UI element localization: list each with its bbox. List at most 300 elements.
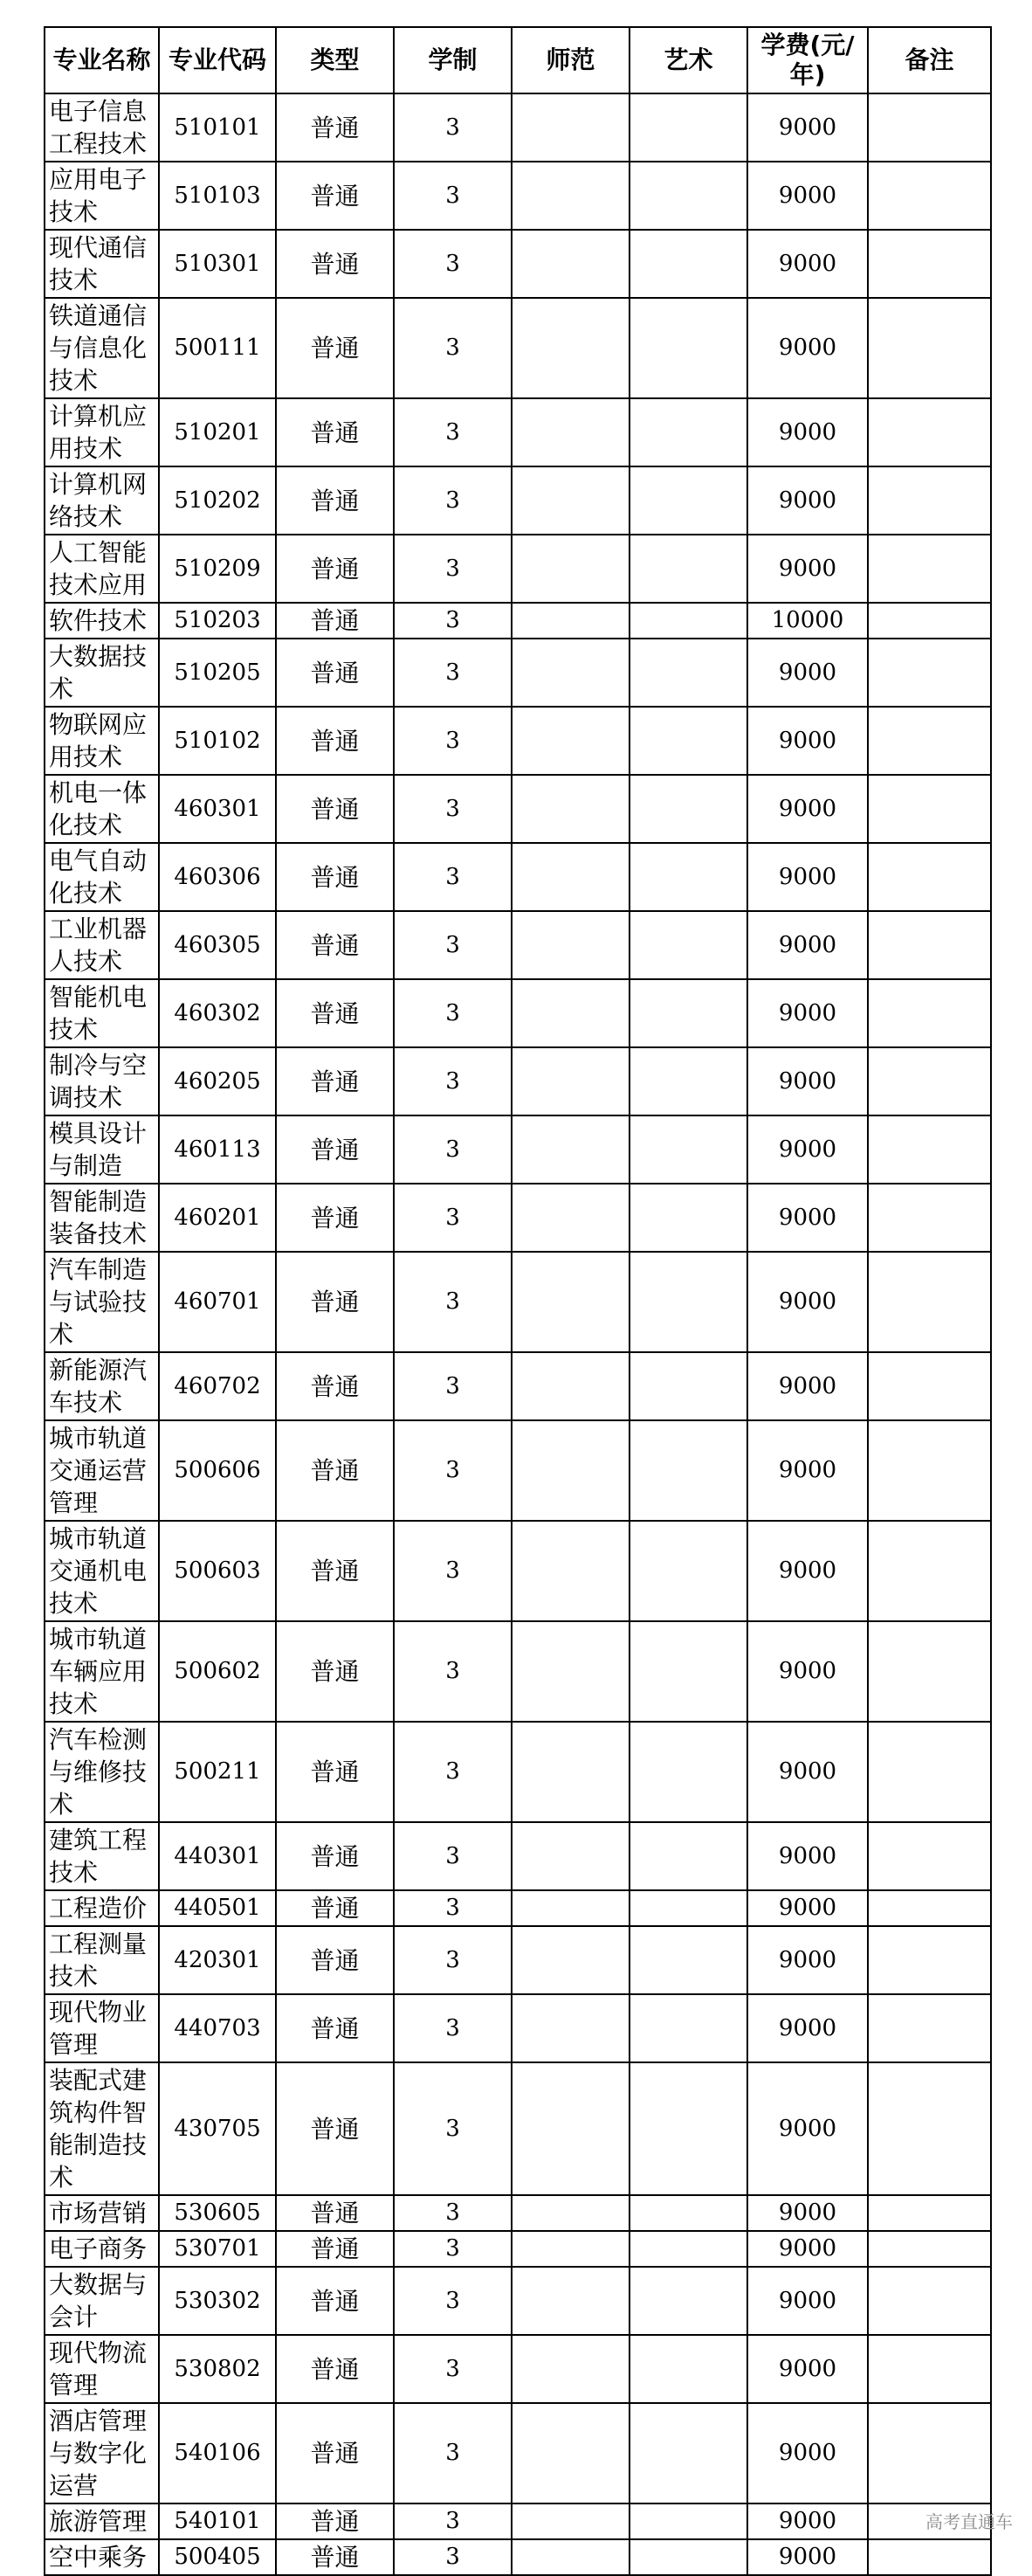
cell-type: 普通: [276, 1521, 394, 1621]
cell-major-code: 500602: [159, 1621, 276, 1722]
cell-major-code: 540106: [159, 2403, 276, 2503]
cell-major-code: 460306: [159, 843, 276, 911]
cell-tuition: 9000: [747, 2335, 868, 2403]
cell-tuition: 9000: [747, 707, 868, 775]
cell-remarks: [868, 162, 991, 230]
cell-tuition: 9000: [747, 93, 868, 162]
cell-normal: [512, 2267, 630, 2335]
cell-major-code: 460305: [159, 911, 276, 979]
cell-duration: 3: [394, 1722, 512, 1822]
cell-tuition: 9000: [747, 1890, 868, 1926]
cell-major-name: 城市轨道交通运营管理: [45, 1420, 159, 1521]
cell-type: 普通: [276, 2503, 394, 2539]
cell-major-name: 计算机应用技术: [45, 398, 159, 466]
cell-major-code: 510101: [159, 93, 276, 162]
cell-art: [630, 1420, 747, 1521]
col-header-major-code: 专业代码: [159, 27, 276, 93]
cell-art: [630, 911, 747, 979]
cell-normal: [512, 1352, 630, 1420]
cell-remarks: [868, 707, 991, 775]
cell-remarks: [868, 1047, 991, 1115]
cell-type: 普通: [276, 535, 394, 603]
table-row: [45, 1521, 991, 1621]
cell-remarks: [868, 603, 991, 639]
cell-normal: [512, 1822, 630, 1890]
table-row: [45, 1822, 991, 1890]
table-row: [45, 603, 991, 639]
cell-remarks: [868, 2335, 991, 2403]
cell-duration: 3: [394, 2062, 512, 2195]
cell-type: 普通: [276, 2403, 394, 2503]
cell-major-code: 500111: [159, 298, 276, 398]
col-header-art: 艺术: [630, 27, 747, 93]
cell-major-name: 城市轨道车辆应用技术: [45, 1621, 159, 1722]
col-header-type: 类型: [276, 27, 394, 93]
cell-duration: 3: [394, 398, 512, 466]
cell-normal: [512, 466, 630, 535]
table-row: [45, 2231, 991, 2267]
cell-remarks: [868, 2403, 991, 2503]
cell-type: 普通: [276, 639, 394, 707]
cell-tuition: 9000: [747, 911, 868, 979]
cell-art: [630, 775, 747, 843]
cell-major-code: 460701: [159, 1252, 276, 1352]
cell-normal: [512, 162, 630, 230]
cell-tuition: 9000: [747, 2195, 868, 2231]
cell-normal: [512, 1521, 630, 1621]
cell-art: [630, 162, 747, 230]
cell-major-code: 440301: [159, 1822, 276, 1890]
cell-major-name: 大数据技术: [45, 639, 159, 707]
cell-tuition: 9000: [747, 2403, 868, 2503]
cell-remarks: [868, 1352, 991, 1420]
cell-art: [630, 979, 747, 1047]
table-row: [45, 1994, 991, 2062]
table-row: [45, 1047, 991, 1115]
cell-major-code: 460302: [159, 979, 276, 1047]
cell-type: 普通: [276, 230, 394, 298]
cell-normal: [512, 2539, 630, 2575]
cell-major-name: 电子信息工程技术: [45, 93, 159, 162]
cell-tuition: 9000: [747, 1352, 868, 1420]
cell-type: 普通: [276, 162, 394, 230]
cell-major-code: 510203: [159, 603, 276, 639]
cell-art: [630, 2539, 747, 2575]
cell-duration: 3: [394, 639, 512, 707]
cell-art: [630, 1252, 747, 1352]
cell-art: [630, 1047, 747, 1115]
cell-duration: 3: [394, 707, 512, 775]
cell-tuition: 9000: [747, 1420, 868, 1521]
cell-normal: [512, 1621, 630, 1722]
cell-major-code: 510201: [159, 398, 276, 466]
cell-art: [630, 398, 747, 466]
cell-duration: 3: [394, 1420, 512, 1521]
cell-duration: 3: [394, 535, 512, 603]
cell-normal: [512, 979, 630, 1047]
cell-tuition: 9000: [747, 2267, 868, 2335]
cell-tuition: 9000: [747, 1722, 868, 1822]
cell-major-code: 510202: [159, 466, 276, 535]
cell-remarks: [868, 2195, 991, 2231]
cell-art: [630, 466, 747, 535]
cell-major-code: 500606: [159, 1420, 276, 1521]
cell-tuition: 9000: [747, 1184, 868, 1252]
cell-normal: [512, 1252, 630, 1352]
cell-type: 普通: [276, 93, 394, 162]
cell-normal: [512, 2403, 630, 2503]
cell-art: [630, 2403, 747, 2503]
cell-remarks: [868, 535, 991, 603]
cell-major-name: 智能机电技术: [45, 979, 159, 1047]
cell-major-name: 汽车制造与试验技术: [45, 1252, 159, 1352]
table-row: [45, 707, 991, 775]
cell-type: 普通: [276, 298, 394, 398]
col-header-remarks: 备注: [868, 27, 991, 93]
cell-major-name: 制冷与空调技术: [45, 1047, 159, 1115]
cell-major-code: 430705: [159, 2062, 276, 2195]
cell-tuition: 9000: [747, 1621, 868, 1722]
cell-remarks: [868, 911, 991, 979]
cell-tuition: 9000: [747, 1252, 868, 1352]
cell-art: [630, 1184, 747, 1252]
cell-type: 普通: [276, 2539, 394, 2575]
cell-art: [630, 1521, 747, 1621]
cell-duration: 3: [394, 1994, 512, 2062]
cell-normal: [512, 1184, 630, 1252]
cell-major-name: 物联网应用技术: [45, 707, 159, 775]
cell-tuition: 9000: [747, 298, 868, 398]
cell-normal: [512, 639, 630, 707]
cell-duration: 3: [394, 1926, 512, 1994]
cell-duration: 3: [394, 2503, 512, 2539]
cell-duration: 3: [394, 2231, 512, 2267]
cell-tuition: 9000: [747, 535, 868, 603]
cell-remarks: [868, 1115, 991, 1184]
cell-major-name: 现代通信技术: [45, 230, 159, 298]
cell-major-name: 应用电子技术: [45, 162, 159, 230]
cell-major-code: 420301: [159, 1926, 276, 1994]
col-header-duration: 学制: [394, 27, 512, 93]
cell-tuition: 9000: [747, 979, 868, 1047]
cell-major-code: 440703: [159, 1994, 276, 2062]
cell-major-name: 模具设计与制造: [45, 1115, 159, 1184]
cell-major-name: 城市轨道交通机电技术: [45, 1521, 159, 1621]
cell-normal: [512, 1722, 630, 1822]
cell-major-code: 500603: [159, 1521, 276, 1621]
cell-tuition: 9000: [747, 2539, 868, 2575]
cell-duration: 3: [394, 1115, 512, 1184]
cell-duration: 3: [394, 1621, 512, 1722]
table-body: [45, 93, 991, 2575]
table-row: [45, 1115, 991, 1184]
cell-tuition: 9000: [747, 1521, 868, 1621]
cell-major-name: 现代物流管理: [45, 2335, 159, 2403]
cell-duration: 3: [394, 1822, 512, 1890]
cell-duration: 3: [394, 2267, 512, 2335]
cell-major-name: 电子商务: [45, 2231, 159, 2267]
cell-major-code: 510209: [159, 535, 276, 603]
cell-major-name: 酒店管理与数字化运营: [45, 2403, 159, 2503]
cell-tuition: 9000: [747, 1994, 868, 2062]
cell-art: [630, 843, 747, 911]
cell-duration: 3: [394, 1184, 512, 1252]
cell-tuition: 9000: [747, 398, 868, 466]
table-row: [45, 2335, 991, 2403]
watermark: 高考直通车: [925, 2511, 1013, 2532]
cell-major-name: 工程造价: [45, 1890, 159, 1926]
cell-remarks: [868, 1994, 991, 2062]
cell-remarks: [868, 298, 991, 398]
cell-remarks: [868, 398, 991, 466]
cell-type: 普通: [276, 2231, 394, 2267]
cell-normal: [512, 2062, 630, 2195]
header-row: [45, 27, 991, 93]
cell-remarks: [868, 2539, 991, 2575]
table-row: [45, 1352, 991, 1420]
table-row: [45, 1420, 991, 1521]
table-row: [45, 639, 991, 707]
cell-art: [630, 1352, 747, 1420]
cell-normal: [512, 2335, 630, 2403]
cell-major-code: 460702: [159, 1352, 276, 1420]
cell-type: 普通: [276, 1994, 394, 2062]
cell-type: 普通: [276, 1184, 394, 1252]
cell-type: 普通: [276, 707, 394, 775]
cell-major-name: 旅游管理: [45, 2503, 159, 2539]
cell-type: 普通: [276, 775, 394, 843]
cell-tuition: 9000: [747, 2503, 868, 2539]
table-row: [45, 1926, 991, 1994]
cell-normal: [512, 398, 630, 466]
col-header-major-name: 专业名称: [45, 27, 159, 93]
cell-major-name: 市场营销: [45, 2195, 159, 2231]
cell-tuition: 9000: [747, 162, 868, 230]
cell-duration: 3: [394, 1047, 512, 1115]
cell-tuition: 9000: [747, 2062, 868, 2195]
tuition-table: [44, 26, 992, 2576]
cell-type: 普通: [276, 1822, 394, 1890]
cell-tuition: 9000: [747, 230, 868, 298]
cell-type: 普通: [276, 1420, 394, 1521]
cell-art: [630, 298, 747, 398]
cell-remarks: [868, 2267, 991, 2335]
table-row: [45, 2539, 991, 2575]
cell-type: 普通: [276, 466, 394, 535]
cell-type: 普通: [276, 843, 394, 911]
table-row: [45, 843, 991, 911]
cell-normal: [512, 1420, 630, 1521]
cell-type: 普通: [276, 1890, 394, 1926]
cell-remarks: [868, 1822, 991, 1890]
cell-duration: 3: [394, 230, 512, 298]
cell-normal: [512, 843, 630, 911]
table-row: [45, 1722, 991, 1822]
cell-remarks: [868, 1252, 991, 1352]
cell-normal: [512, 298, 630, 398]
cell-duration: 3: [394, 979, 512, 1047]
cell-tuition: 9000: [747, 2231, 868, 2267]
cell-duration: 3: [394, 2403, 512, 2503]
cell-major-code: 510205: [159, 639, 276, 707]
cell-type: 普通: [276, 603, 394, 639]
cell-tuition: 9000: [747, 1822, 868, 1890]
table-row: [45, 911, 991, 979]
cell-art: [630, 2335, 747, 2403]
cell-major-name: 电气自动化技术: [45, 843, 159, 911]
cell-remarks: [868, 1184, 991, 1252]
cell-major-code: 500211: [159, 1722, 276, 1822]
cell-major-name: 机电一体化技术: [45, 775, 159, 843]
cell-normal: [512, 1890, 630, 1926]
col-header-normal: 师范: [512, 27, 630, 93]
cell-duration: 3: [394, 2539, 512, 2575]
cell-normal: [512, 2231, 630, 2267]
cell-type: 普通: [276, 979, 394, 1047]
cell-type: 普通: [276, 398, 394, 466]
cell-major-name: 铁道通信与信息化技术: [45, 298, 159, 398]
cell-normal: [512, 2195, 630, 2231]
cell-normal: [512, 775, 630, 843]
cell-art: [630, 2503, 747, 2539]
cell-type: 普通: [276, 911, 394, 979]
cell-normal: [512, 1994, 630, 2062]
cell-normal: [512, 603, 630, 639]
cell-normal: [512, 707, 630, 775]
table-row: [45, 162, 991, 230]
cell-remarks: [868, 843, 991, 911]
cell-remarks: [868, 979, 991, 1047]
cell-duration: 3: [394, 2195, 512, 2231]
table-row: [45, 298, 991, 398]
cell-duration: 3: [394, 603, 512, 639]
cell-tuition: 10000: [747, 603, 868, 639]
cell-art: [630, 1994, 747, 2062]
cell-major-name: 新能源汽车技术: [45, 1352, 159, 1420]
table-row: [45, 93, 991, 162]
table-row: [45, 230, 991, 298]
cell-major-name: 工程测量技术: [45, 1926, 159, 1994]
cell-major-name: 汽车检测与维修技术: [45, 1722, 159, 1822]
cell-type: 普通: [276, 1115, 394, 1184]
cell-tuition: 9000: [747, 1115, 868, 1184]
cell-duration: 3: [394, 2335, 512, 2403]
cell-major-name: 人工智能技术应用: [45, 535, 159, 603]
cell-major-code: 530302: [159, 2267, 276, 2335]
cell-duration: 3: [394, 93, 512, 162]
cell-duration: 3: [394, 843, 512, 911]
cell-remarks: [868, 1890, 991, 1926]
cell-major-code: 440501: [159, 1890, 276, 1926]
cell-remarks: [868, 466, 991, 535]
cell-normal: [512, 535, 630, 603]
cell-remarks: [868, 1521, 991, 1621]
cell-duration: 3: [394, 1252, 512, 1352]
cell-art: [630, 603, 747, 639]
cell-major-code: 460113: [159, 1115, 276, 1184]
table-row: [45, 2503, 991, 2539]
table-row: [45, 775, 991, 843]
table-row: [45, 1890, 991, 1926]
cell-major-code: 510103: [159, 162, 276, 230]
cell-major-name: 智能制造装备技术: [45, 1184, 159, 1252]
table-row: [45, 535, 991, 603]
cell-type: 普通: [276, 2335, 394, 2403]
cell-remarks: [868, 639, 991, 707]
cell-remarks: [868, 775, 991, 843]
cell-major-name: 建筑工程技术: [45, 1822, 159, 1890]
cell-major-code: 530802: [159, 2335, 276, 2403]
cell-duration: 3: [394, 298, 512, 398]
cell-type: 普通: [276, 2062, 394, 2195]
table-row: [45, 1184, 991, 1252]
cell-major-name: 软件技术: [45, 603, 159, 639]
cell-art: [630, 2195, 747, 2231]
cell-duration: 3: [394, 1352, 512, 1420]
cell-type: 普通: [276, 1926, 394, 1994]
cell-art: [630, 707, 747, 775]
cell-normal: [512, 911, 630, 979]
cell-type: 普通: [276, 1252, 394, 1352]
cell-normal: [512, 1115, 630, 1184]
cell-duration: 3: [394, 775, 512, 843]
cell-major-code: 510301: [159, 230, 276, 298]
cell-normal: [512, 2503, 630, 2539]
cell-type: 普通: [276, 1047, 394, 1115]
cell-major-code: 540101: [159, 2503, 276, 2539]
cell-major-code: 460301: [159, 775, 276, 843]
cell-major-code: 530605: [159, 2195, 276, 2231]
cell-art: [630, 535, 747, 603]
table-row: [45, 398, 991, 466]
cell-major-name: 装配式建筑构件智能制造技术: [45, 2062, 159, 2195]
cell-art: [630, 1926, 747, 1994]
cell-remarks: [868, 1722, 991, 1822]
cell-major-name: 工业机器人技术: [45, 911, 159, 979]
cell-duration: 3: [394, 466, 512, 535]
cell-major-code: 510102: [159, 707, 276, 775]
table-row: [45, 2403, 991, 2503]
cell-remarks: [868, 1926, 991, 1994]
cell-major-code: 530701: [159, 2231, 276, 2267]
cell-tuition: 9000: [747, 639, 868, 707]
cell-duration: 3: [394, 1521, 512, 1621]
cell-tuition: 9000: [747, 775, 868, 843]
table-row: [45, 979, 991, 1047]
cell-remarks: [868, 1420, 991, 1521]
table-row: [45, 2062, 991, 2195]
cell-type: 普通: [276, 1722, 394, 1822]
cell-art: [630, 1890, 747, 1926]
cell-remarks: [868, 93, 991, 162]
cell-type: 普通: [276, 2195, 394, 2231]
cell-art: [630, 2062, 747, 2195]
cell-major-code: 500405: [159, 2539, 276, 2575]
cell-remarks: [868, 2231, 991, 2267]
cell-art: [630, 2267, 747, 2335]
table-row: [45, 2195, 991, 2231]
cell-normal: [512, 230, 630, 298]
cell-art: [630, 1822, 747, 1890]
cell-art: [630, 1115, 747, 1184]
table-row: [45, 466, 991, 535]
cell-major-code: 460205: [159, 1047, 276, 1115]
cell-tuition: 9000: [747, 843, 868, 911]
table-row: [45, 1621, 991, 1722]
cell-duration: 3: [394, 911, 512, 979]
cell-tuition: 9000: [747, 1047, 868, 1115]
table-row: [45, 1252, 991, 1352]
